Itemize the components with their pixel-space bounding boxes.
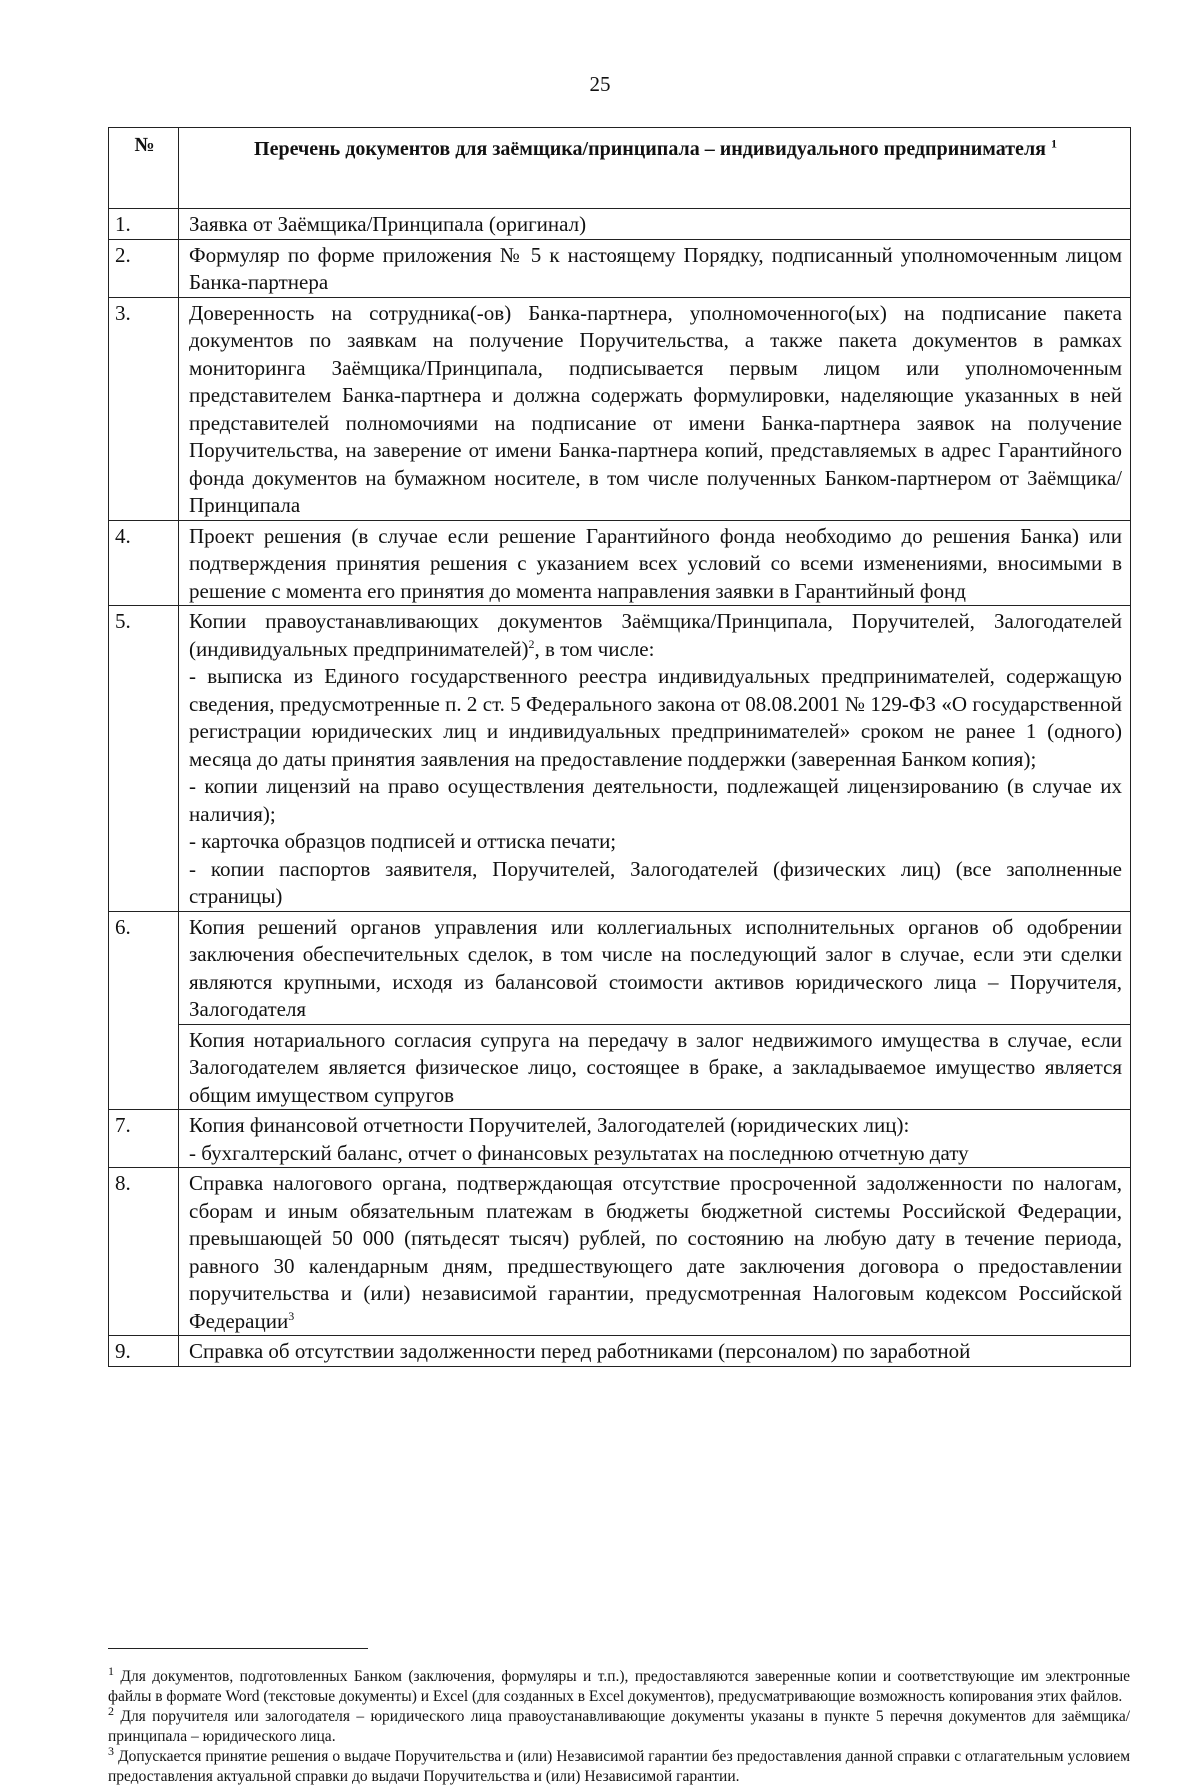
footnote-number: 1	[108, 1663, 114, 1678]
row-number: 3.	[109, 297, 179, 520]
row-number: 8.	[109, 1168, 179, 1336]
footnote-text: Для поручителя или залогодателя – юридического лица правоустанавливающие документы указаны в пункте 5 перечня документов для заёмщика/принципала – юридического лица.	[108, 1708, 1130, 1745]
row-number: 7.	[109, 1110, 179, 1168]
row-text-intro-end: , в том числе:	[534, 636, 655, 661]
header-number: №	[109, 128, 179, 209]
row-number: 1.	[109, 209, 179, 240]
table-row	[109, 1336, 1131, 1367]
table-row	[109, 520, 1131, 606]
footnote	[108, 1703, 1130, 1747]
list-item: - копии паспортов заявителя, Поручителей, Залогодателей (физических лиц) (все заполненные страницы)	[189, 856, 1122, 908]
table-row	[109, 606, 1131, 912]
row-text	[179, 606, 1131, 912]
footnote	[108, 1663, 1130, 1707]
footnote-separator	[108, 1648, 368, 1649]
table-row	[109, 1024, 1131, 1110]
list-item: - выписка из Единого государственного реестра индивидуальных предпринимателей, содержащую сведения, предусмотренные п. 2 ст. 5 Федерального закона от 08.08.2001 № 129-ФЗ «О государственной регистрации юридических лиц и индивидуальных предпринимателей» сроком не ранее 1 (одного) месяца до даты принятия заявления на предоставление поддержки (заверенная Банком копия);	[189, 664, 1122, 771]
row-text: Доверенность на сотрудника(-ов) Банка-партнера, уполномоченного(ых) на подписание пакета документов по заявкам на получение Поручительства, а также пакета документов в рамках мониторинга Заёмщика/Принципала, подписывается первым лицом или уполномоченным представителем Банка-партнера и должна содержать формулировки, наделяющие указанных в ней представителей полномочиями на подписание от имени Банка-партнера заявок на получение Поручительства, на заверение от имени Банка-партнера копий, представляемых в адрес Гарантийного фонда документов на бумажном носителе, в том числе полученных Банком-партнером от Заёмщика/Принципала	[179, 297, 1131, 520]
row-number: 5.	[109, 606, 179, 912]
footnote-text: Для документов, подготовленных Банком (заключения, формуляры и т.п.), предоставляются заверенные копии и соответствующие им электронные файлы в формате Word (текстовые документы) и Excel (для созданных в Excel документов), предусматривающие возможность копирования этих файлов.	[108, 1668, 1130, 1705]
page-number: 25	[589, 72, 611, 96]
table-row	[109, 1110, 1131, 1168]
row-text-main: Копия финансовой отчетности Поручителей, Залогодателей (юридических лиц):	[189, 1113, 910, 1137]
row-text: Справка об отсутствии задолженности перед работниками (персоналом) по заработной	[179, 1336, 1131, 1367]
row-text-intro: Копии правоустанавливающих документов Заёмщика/Принципала, Поручителей, Залогодателей (индивидуальных предпринимателей)	[189, 609, 1122, 661]
documents-table	[108, 127, 1131, 1367]
row-text: Формуляр по форме приложения № 5 к настоящему Порядку, подписанный уполномоченным лицом Банка-партнера	[179, 239, 1131, 297]
table-row	[109, 239, 1131, 297]
header-title-text: Перечень документов для заёмщика/принципала – индивидуального предпринимателя	[254, 138, 1046, 160]
row-text-main: Справка налогового органа, подтверждающая отсутствие просроченной задолженности по налогам, сборам и иным обязательным платежам в бюджеты бюджетной системы Российской Федерации, превышающей 50 000 (пятьдесят тысяч) рублей, по состоянию на любую дату в течение периода, равного 30 календарным дням, предшествующего дате заключения договора о предоставлении поручительства и (или) независимой гарантии, предусмотренная Налоговым кодексом Российской Федерации	[189, 1171, 1122, 1333]
table-row	[109, 1168, 1131, 1336]
row-text: Заявка от Заёмщика/Принципала (оригинал)	[179, 209, 1131, 240]
header-footnote-ref: 1	[1050, 136, 1057, 151]
row-text	[179, 1110, 1131, 1168]
row-text: Копия решений органов управления или коллегиальных исполнительных органов об одобрении заключения обеспечительных сделок, в том числе на последующий залог в случае, если эти сделки являются крупными, исходя из балансовой стоимости активов юридического лица – Поручителя, Залогодателя	[179, 911, 1131, 1024]
row-number: 2.	[109, 239, 179, 297]
row-text: Копия нотариального согласия супруга на передачу в залог недвижимого имущества в случае, если Залогодателем является физическое лицо, состоящее в браке, а закладываемое имущество является общим имуществом супругов	[179, 1024, 1131, 1110]
list-item: - копии лицензий на право осуществления деятельности, подлежащей лицензированию (в случае их наличия);	[189, 774, 1122, 826]
footnote-ref: 2	[528, 636, 535, 651]
row-text	[179, 1168, 1131, 1336]
footnote-number: 3	[108, 1743, 114, 1758]
list-item: - бухгалтерский баланс, отчет о финансовых результатах на последнюю отчетную дату	[189, 1140, 969, 1165]
row-number: 6.	[109, 911, 179, 1110]
footnote	[108, 1743, 1130, 1787]
footnote-number: 2	[108, 1703, 114, 1718]
footnote-text: Допускается принятие решения о выдаче Поручительства и (или) Независимой гарантии без предоставления данной справки с отлагательным условием предоставления актуальной справки до выдачи Поручительства и (или) Независимой гарантии.	[108, 1748, 1130, 1785]
table-header-row	[109, 128, 1131, 209]
table-row	[109, 297, 1131, 520]
row-number: 4.	[109, 520, 179, 606]
list-item: - карточка образцов подписей и оттиска печати;	[189, 829, 617, 853]
row-number: 9.	[109, 1336, 179, 1367]
footnote-ref: 3	[288, 1308, 295, 1323]
table-row	[109, 911, 1131, 1024]
footnotes	[108, 1648, 1130, 1787]
row-text: Проект решения (в случае если решение Гарантийного фонда необходимо до решения Банка) или подтверждения принятия решения с указанием всех условий со всеми изменениями, вносимыми в решение с момента его принятия до момента направления заявки в Гарантийный фонд	[179, 520, 1131, 606]
header-title	[179, 128, 1131, 209]
table-row	[109, 209, 1131, 240]
